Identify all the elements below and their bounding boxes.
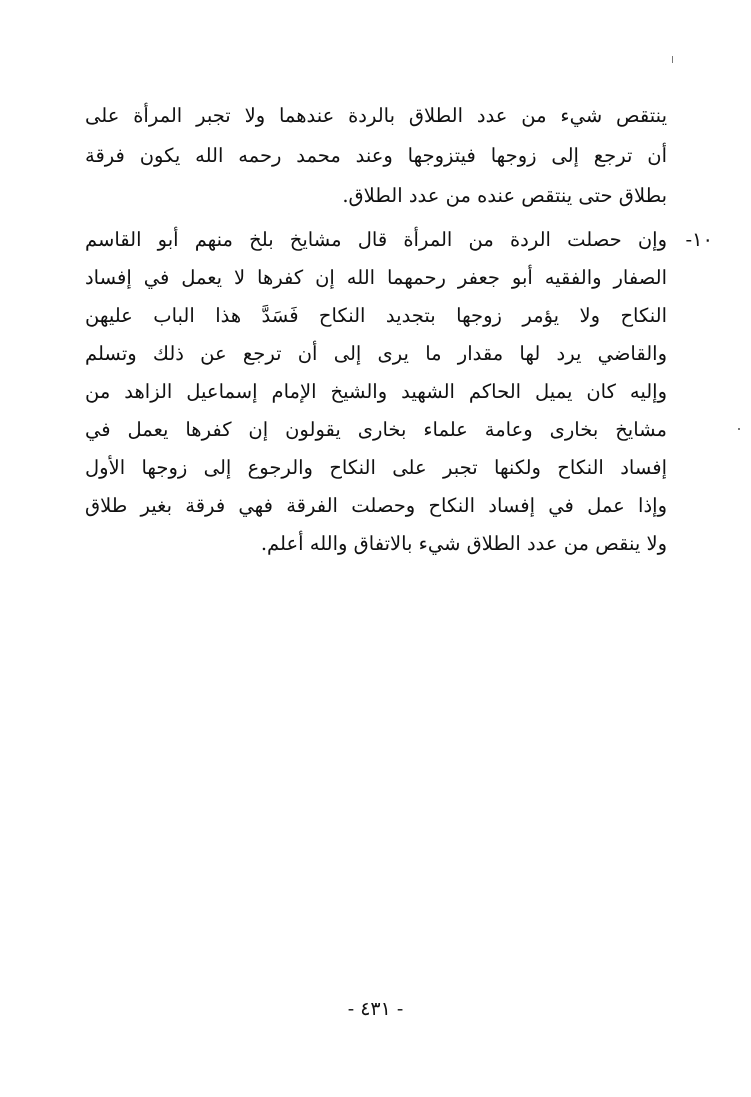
paragraph-2-line-4: والقاضي يرد لها مقدار ما يرى إلى أن ترجع عن ذلك وتسلم — [85, 342, 667, 365]
paragraph-1-line-3: بطلاق حتى ينتقص عنده من عدد الطلاق. — [342, 184, 667, 207]
scan-speck — [738, 428, 740, 430]
paragraph-2-line-3: النكاح ولا يؤمر زوجها بتجديد النكاح فَسَدَّ هذا الباب عليهن — [85, 304, 667, 327]
paragraph-2-line-9: ولا ينقص من عدد الطلاق شيء بالاتفاق والله أعلم. — [260, 532, 667, 555]
paragraph-2-line-2: الصفار والفقيه أبو جعفر رحمهما الله إن كفرها لا يعمل في إفساد — [85, 266, 667, 289]
page-number: - ٤٣١ - — [347, 998, 404, 1020]
scan-speck — [672, 56, 673, 63]
paragraph-2-line-7: إفساد النكاح ولكنها تجبر على النكاح والرجوع إلى زوجها الأول — [85, 456, 667, 479]
paragraph-2-line-1: وإن حصلت الردة من المرأة قال مشايخ بلخ منهم أبو القاسم — [85, 228, 667, 251]
item-number: ١٠- — [685, 228, 713, 251]
paragraph-1-line-2: أن ترجع إلى زوجها فيتزوجها وعند محمد رحمه الله يكون فرقة — [85, 144, 667, 167]
paragraph-2-line-6: مشايخ بخارى وعامة علماء بخارى يقولون إن كفرها يعمل في — [85, 418, 667, 441]
paragraph-2-line-8: وإذا عمل في إفساد النكاح وحصلت الفرقة فهي فرقة بغير طلاق — [85, 494, 667, 517]
paragraph-1-line-1: ينتقص شيء من عدد الطلاق بالردة عندهما ولا تجبر المرأة على — [85, 104, 667, 127]
paragraph-2-line-5: وإليه كان يميل الحاكم الشهيد والشيخ الإمام إسماعيل الزاهد من — [85, 380, 667, 403]
